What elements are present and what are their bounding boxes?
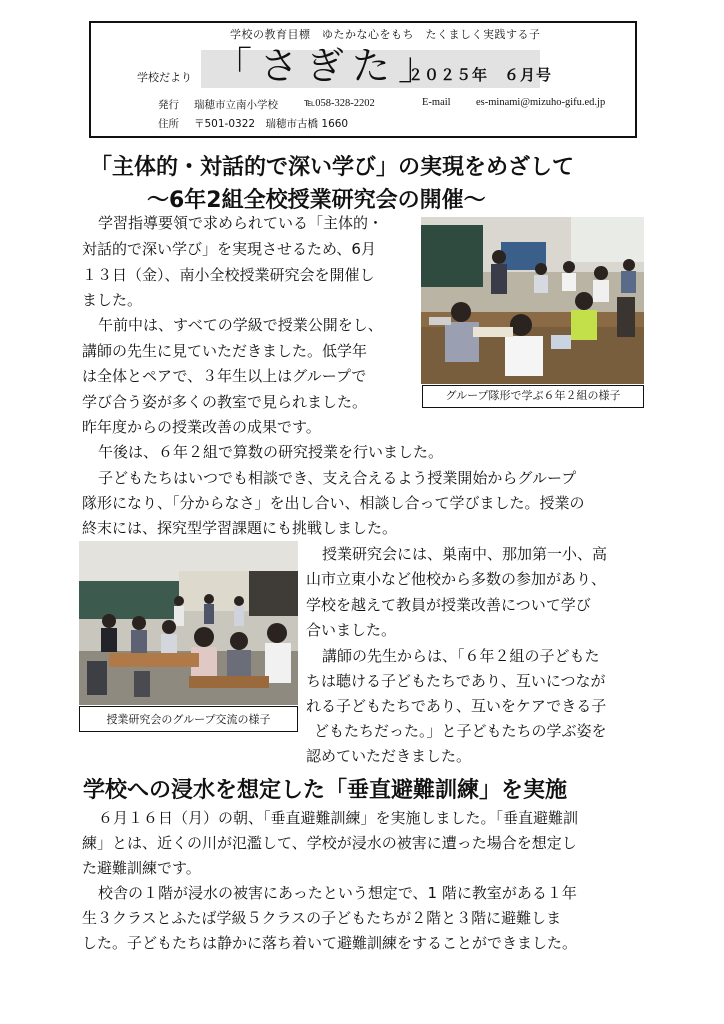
email-address: es-minami@mizuho-gifu.ed.jp <box>476 97 606 108</box>
article1-line: 授業研究会には、巣南中、那加第一小、高 <box>322 545 608 563</box>
photo1-caption: グループ隊形で学ぶ６年２組の様子 <box>422 385 644 408</box>
school-address: 〒501-0322 瑞穂市古橋 1660 <box>194 118 349 130</box>
article1-line: 学び合う姿が多くの教室で見られました。 <box>82 393 368 411</box>
article1-line: 隊形になり、「分からなさ」を出し合い、相談し合って学びました。授業の <box>82 494 585 512</box>
article1-line: 合いました。 <box>306 621 397 639</box>
article1-line: 学校を越えて教員が授業改善について学び <box>306 596 591 614</box>
article2-line: 練」とは、近くの川が氾濫して、学校が浸水の被害に遭った場合を想定し <box>82 834 577 852</box>
article1-line: どもたちだった。」と子どもたちの学ぶ姿を <box>314 722 607 740</box>
article1-line: 昨年度からの授業改善の成果です。 <box>82 418 321 436</box>
issue-date: ２０２５年 ６月号 <box>408 66 553 84</box>
photo2-caption: 授業研究会のグループ交流の様子 <box>79 706 298 732</box>
article1-line: 認めていただきました。 <box>306 747 472 765</box>
article1-line: １３日（金）、南小全校授業研究会を開催し <box>82 266 375 284</box>
series-label: 学校だより <box>137 71 192 84</box>
article1-line: 講師の先生に見ていただきました。低学年 <box>82 342 368 360</box>
article1-line: 終末には、探究型学習課題にも挑戦しました。 <box>82 519 398 537</box>
article1-line: 対話的で深い学び」を実現させるため、6月 <box>82 240 376 258</box>
publisher-label: 発行 <box>158 99 179 111</box>
article1-line: れる子どもたちであり、互いをケアできる子 <box>306 697 607 715</box>
article1-line: 山市立東小など他校から多数の参加があり、 <box>306 570 607 588</box>
article1-headline-line1: 「主体的・対話的で深い学び」の実現をめざして <box>90 155 575 180</box>
article1-line: 子どもたちはいつでも相談でき、支え合えるよう授業開始からグループ <box>98 469 577 487</box>
article2-headline: 学校への浸水を想定した「垂直避難訓練」を実施 <box>83 778 568 803</box>
article1-line: 午後は、６年２組で算数の研究授業を行いました。 <box>98 443 444 461</box>
teacher-meeting-photo <box>79 541 298 705</box>
article1-line: 講師の先生からは、「６年２組の子どもた <box>322 647 600 665</box>
email-label: E-mail <box>422 97 451 108</box>
newsletter-title: 「さぎた」 <box>214 44 445 88</box>
article2-line: 生３クラスとふたば学級５クラスの子どもたちが２階と３階に避難しま <box>82 909 562 927</box>
school-name: 瑞穂市立南小学校 <box>194 99 278 111</box>
article1-headline-line2: ～6年2組全校授業研究会の開催～ <box>147 188 486 213</box>
article1-line: ました。 <box>82 291 143 309</box>
article1-line: は全体とペアで、３年生以上はグループで <box>82 367 367 385</box>
article2-line: した。子どもたちは静かに落ち着いて避難訓練をすることができました。 <box>82 934 578 952</box>
classroom-photo <box>421 217 644 384</box>
article2-line: 校舎の１階が浸水の被害にあったという想定で、1 階に教室がある１年 <box>98 884 577 902</box>
article1-line: ちは聴ける子どもたちであり、互いにつなが <box>306 672 606 690</box>
article2-line: ６月１６日（月）の朝、「垂直避難訓練」を実施しました。「垂直避難訓 <box>98 809 579 827</box>
phone-number: ℡058-328-2202 <box>304 98 375 109</box>
article1-line: 午前中は、すべての学級で授業公開をし、 <box>98 316 383 334</box>
school-motto: 学校の教育目標 ゆたかな心をもち たくましく実践する子 <box>230 28 541 41</box>
article2-line: た避難訓練です。 <box>82 859 201 877</box>
article1-line: 学習指導要領で求められている「主体的・ <box>98 214 384 232</box>
address-label: 住所 <box>158 118 179 130</box>
